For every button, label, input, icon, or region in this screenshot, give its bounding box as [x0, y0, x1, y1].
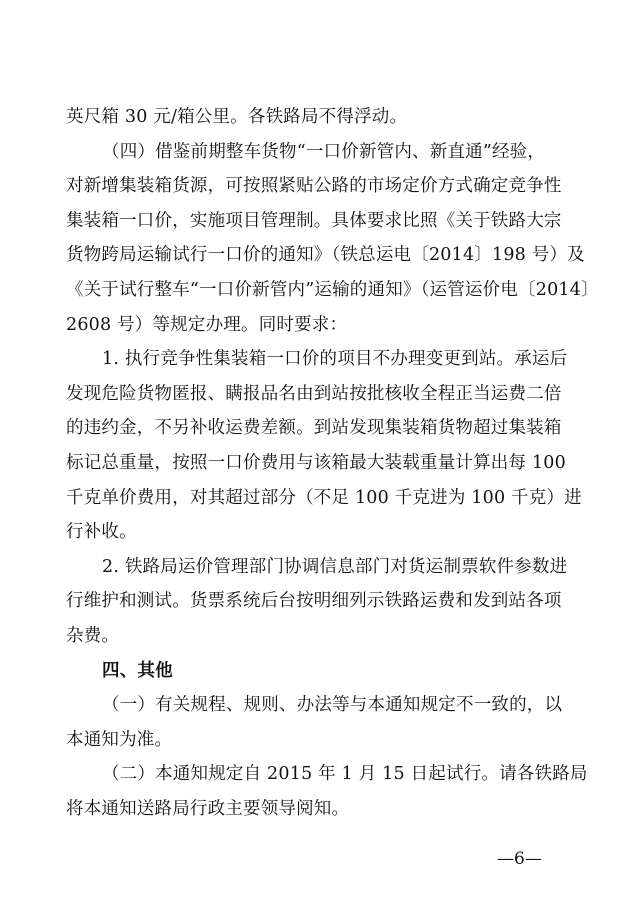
body-text-line: 英尺箱 30 元/箱公里。各铁路局不得浮动。 — [66, 107, 408, 127]
body-text-line: （四）借鉴前期整车货物“一口价新管内、新直通”经验， — [102, 142, 546, 162]
body-text-line: 将本通知送路局行政主要领导阅知。 — [66, 799, 350, 819]
body-text-line: 杂费。 — [66, 626, 120, 646]
body-text-line: 对新增集装箱货源，可按照紧贴公路的市场定价方式确定竞争性 — [66, 176, 562, 196]
body-text-line: 行补收。 — [66, 522, 137, 542]
body-text-line: 1. 执行竞争性集装箱一口价的项目不办理变更到站。承运后 — [102, 349, 568, 369]
body-text-line: 发现危险货物匿报、瞒报品名由到站按批核收全程正当运费二倍 — [66, 384, 562, 404]
page-number: —6— — [497, 849, 542, 869]
body-text-line: 2608 号）等规定办理。同时要求： — [66, 315, 348, 335]
body-text-line: 千克单价费用，对其超过部分（不足 100 千克进为 100 千克）进 — [66, 488, 582, 508]
body-text-line: 行维护和测试。货票系统后台按明细列示铁路运费和发到站各项 — [66, 591, 562, 611]
body-text-line: 的违约金，不另补收运费差额。到站发现集装箱货物超过集装箱 — [66, 418, 562, 438]
body-text-line: 《关于试行整车“一口价新管内”运输的通知》（运管运价电〔2014〕 — [66, 280, 599, 300]
body-text-line: 集装箱一口价，实施项目管理制。具体要求比照《关于铁路大宗 — [66, 211, 562, 231]
body-text-line: （二）本通知规定自 2015 年 1 月 15 日起试行。请各铁路局 — [102, 764, 588, 784]
body-text-line: （一）有关规程、规则、办法等与本通知规定不一致的，以 — [102, 695, 563, 715]
body-text-line: 货物跨局运输试行一口价的通知》（铁总运电〔2014〕198 号）及 — [66, 245, 585, 265]
body-text-line: 2. 铁路局运价管理部门协调信息部门对货运制票软件参数进 — [102, 557, 568, 577]
body-text-line: 标记总重量，按照一口价费用与该箱最大装载重量计算出每 100 — [66, 453, 566, 473]
body-text-line: 本通知为准。 — [66, 730, 173, 750]
section-heading: 四、其他 — [102, 661, 173, 681]
